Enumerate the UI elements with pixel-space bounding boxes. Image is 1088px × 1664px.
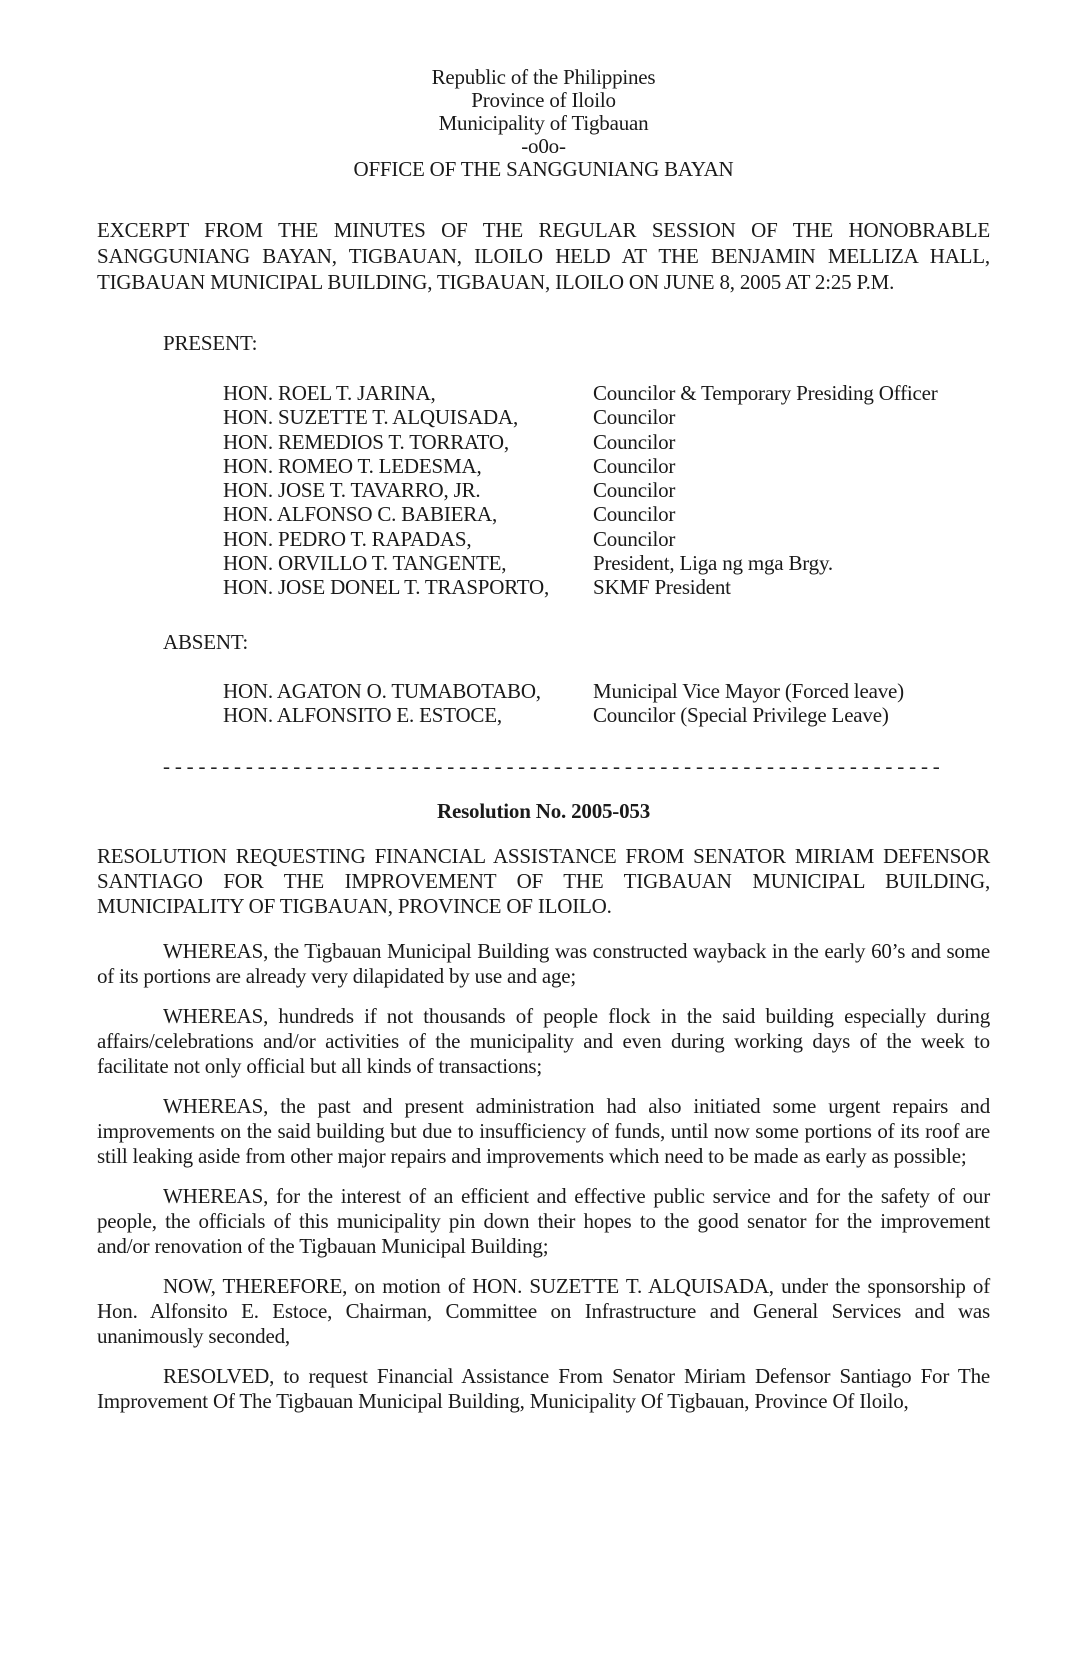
attendee-position: Councilor & Temporary Presiding Officer bbox=[593, 381, 938, 405]
whereas-paragraph-1: WHEREAS, the Tigbauan Municipal Building was constructed wayback in the early 60’s and some of its portions are already very dilapidated by use and age; bbox=[97, 939, 990, 989]
attendee-position: Councilor bbox=[593, 429, 676, 454]
attendee-row bbox=[223, 679, 990, 703]
attendee-row bbox=[223, 478, 990, 502]
whereas-paragraph-3: WHEREAS, the past and present administration had also initiated some urgent repairs and improvements on the said building but due to insufficiency of funds, until now some portions of its roof are still leaking aside from other major repairs and improvements which need to be made as early as possible; bbox=[97, 1094, 990, 1169]
attendee-name: HON. AGATON O. TUMABOTABO, bbox=[223, 678, 541, 703]
attendee-position: Municipal Vice Mayor (Forced leave) bbox=[593, 678, 904, 703]
attendee-position: Councilor bbox=[593, 526, 676, 551]
attendee-position: Councilor bbox=[593, 478, 676, 503]
attendee-position: President, Liga ng mga Brgy. bbox=[593, 551, 833, 576]
header-line-republic: Republic of the Philippines bbox=[431, 65, 656, 89]
attendee-row bbox=[223, 430, 990, 454]
header-line-municipality: Municipality of Tigbauan bbox=[438, 111, 649, 135]
now-therefore-paragraph: NOW, THEREFORE, on motion of HON. SUZETTE T. ALQUISADA, under the sponsorship of Hon. Alfonsito E. Estoce, Chairman, Committee on Infrastructure and General Services and was unanimously seconded, bbox=[97, 1274, 990, 1349]
attendee-row bbox=[223, 551, 990, 575]
present-label: PRESENT: bbox=[163, 331, 258, 355]
attendee-name: HON. JOSE T. TAVARRO, JR. bbox=[223, 478, 481, 503]
dashed-separator: - - - - - - - - - - - - - - - - - - - - - - - - - - - - - - - - - - - - - - - - - - - - - - - - - - - - - - - - - - - - - - - - - - bbox=[163, 755, 940, 779]
excerpt-paragraph: EXCERPT FROM THE MINUTES OF THE REGULAR SESSION OF THE HONOBRABLE SANGGUNIANG BAYAN, TIGBAUAN, ILOILO HELD AT THE BENJAMIN MELLIZA HALL, TIGBAUAN MUNICIPAL BUILDING, TIGBAUAN, ILOILO ON JUNE 8, 2005 AT 2:25 P.M. bbox=[97, 218, 990, 294]
attendee-name: HON. ALFONSO C. BABIERA, bbox=[223, 502, 498, 527]
resolution-title: RESOLUTION REQUESTING FINANCIAL ASSISTANCE FROM SENATOR MIRIAM DEFENSOR SANTIAGO FOR THE IMPROVEMENT OF THE TIGBAUAN MUNICIPAL BUILDING, MUNICIPALITY OF TIGBAUAN, PROVINCE OF ILOILO. bbox=[97, 844, 990, 919]
attendee-name: HON. ORVILLO T. TANGENTE, bbox=[223, 551, 507, 576]
attendee-position: Councilor (Special Privilege Leave) bbox=[593, 702, 889, 727]
present-list bbox=[223, 381, 990, 600]
resolution-number: Resolution No. 2005-053 bbox=[437, 799, 650, 824]
attendee-name: HON. PEDRO T. RAPADAS, bbox=[223, 526, 472, 551]
attendee-name: HON. JOSE DONEL T. TRASPORTO, bbox=[223, 575, 550, 600]
attendee-name: HON. ALFONSITO E. ESTOCE, bbox=[223, 702, 502, 727]
document-header bbox=[97, 66, 990, 181]
absent-list bbox=[223, 679, 990, 728]
attendee-row bbox=[223, 527, 990, 551]
attendee-position: Councilor bbox=[593, 502, 676, 527]
attendee-name: HON. ROMEO T. LEDESMA, bbox=[223, 453, 482, 478]
resolved-paragraph: RESOLVED, to request Financial Assistance From Senator Miriam Defensor Santiago For The Improvement Of The Tigbauan Municipal Building, Municipality Of Tigbauan, Province Of Iloilo, bbox=[97, 1364, 990, 1414]
whereas-paragraph-4: WHEREAS, for the interest of an efficient and effective public service and for the safety of our people, the officials of this municipality pin down their hopes to the good senator for the improvement and/or renovation of the Tigbauan Municipal Building; bbox=[97, 1184, 990, 1259]
attendee-row bbox=[223, 405, 990, 429]
header-line-province: Province of Iloilo bbox=[471, 88, 616, 112]
attendee-name: HON. REMEDIOS T. TORRATO, bbox=[223, 429, 509, 454]
attendee-row bbox=[223, 703, 990, 727]
header-line-office: OFFICE OF THE SANGGUNIANG BAYAN bbox=[353, 157, 734, 181]
attendee-row bbox=[223, 454, 990, 478]
header-ornament: -o0o- bbox=[521, 134, 566, 158]
attendee-position: Councilor bbox=[593, 453, 676, 478]
attendee-position: Councilor bbox=[593, 405, 676, 430]
attendee-name: HON. ROEL T. JARINA, bbox=[223, 381, 436, 405]
attendee-row bbox=[223, 502, 990, 526]
attendee-position: SKMF President bbox=[593, 575, 731, 600]
attendee-row bbox=[223, 575, 990, 599]
absent-label: ABSENT: bbox=[163, 629, 249, 654]
whereas-paragraph-2: WHEREAS, hundreds if not thousands of people flock in the said building especially during affairs/celebrations and/or activities of the municipality and even during working days of the week to facilitate not only official but all kinds of transactions; bbox=[97, 1004, 990, 1079]
attendee-name: HON. SUZETTE T. ALQUISADA, bbox=[223, 405, 519, 430]
attendee-row bbox=[223, 381, 990, 405]
